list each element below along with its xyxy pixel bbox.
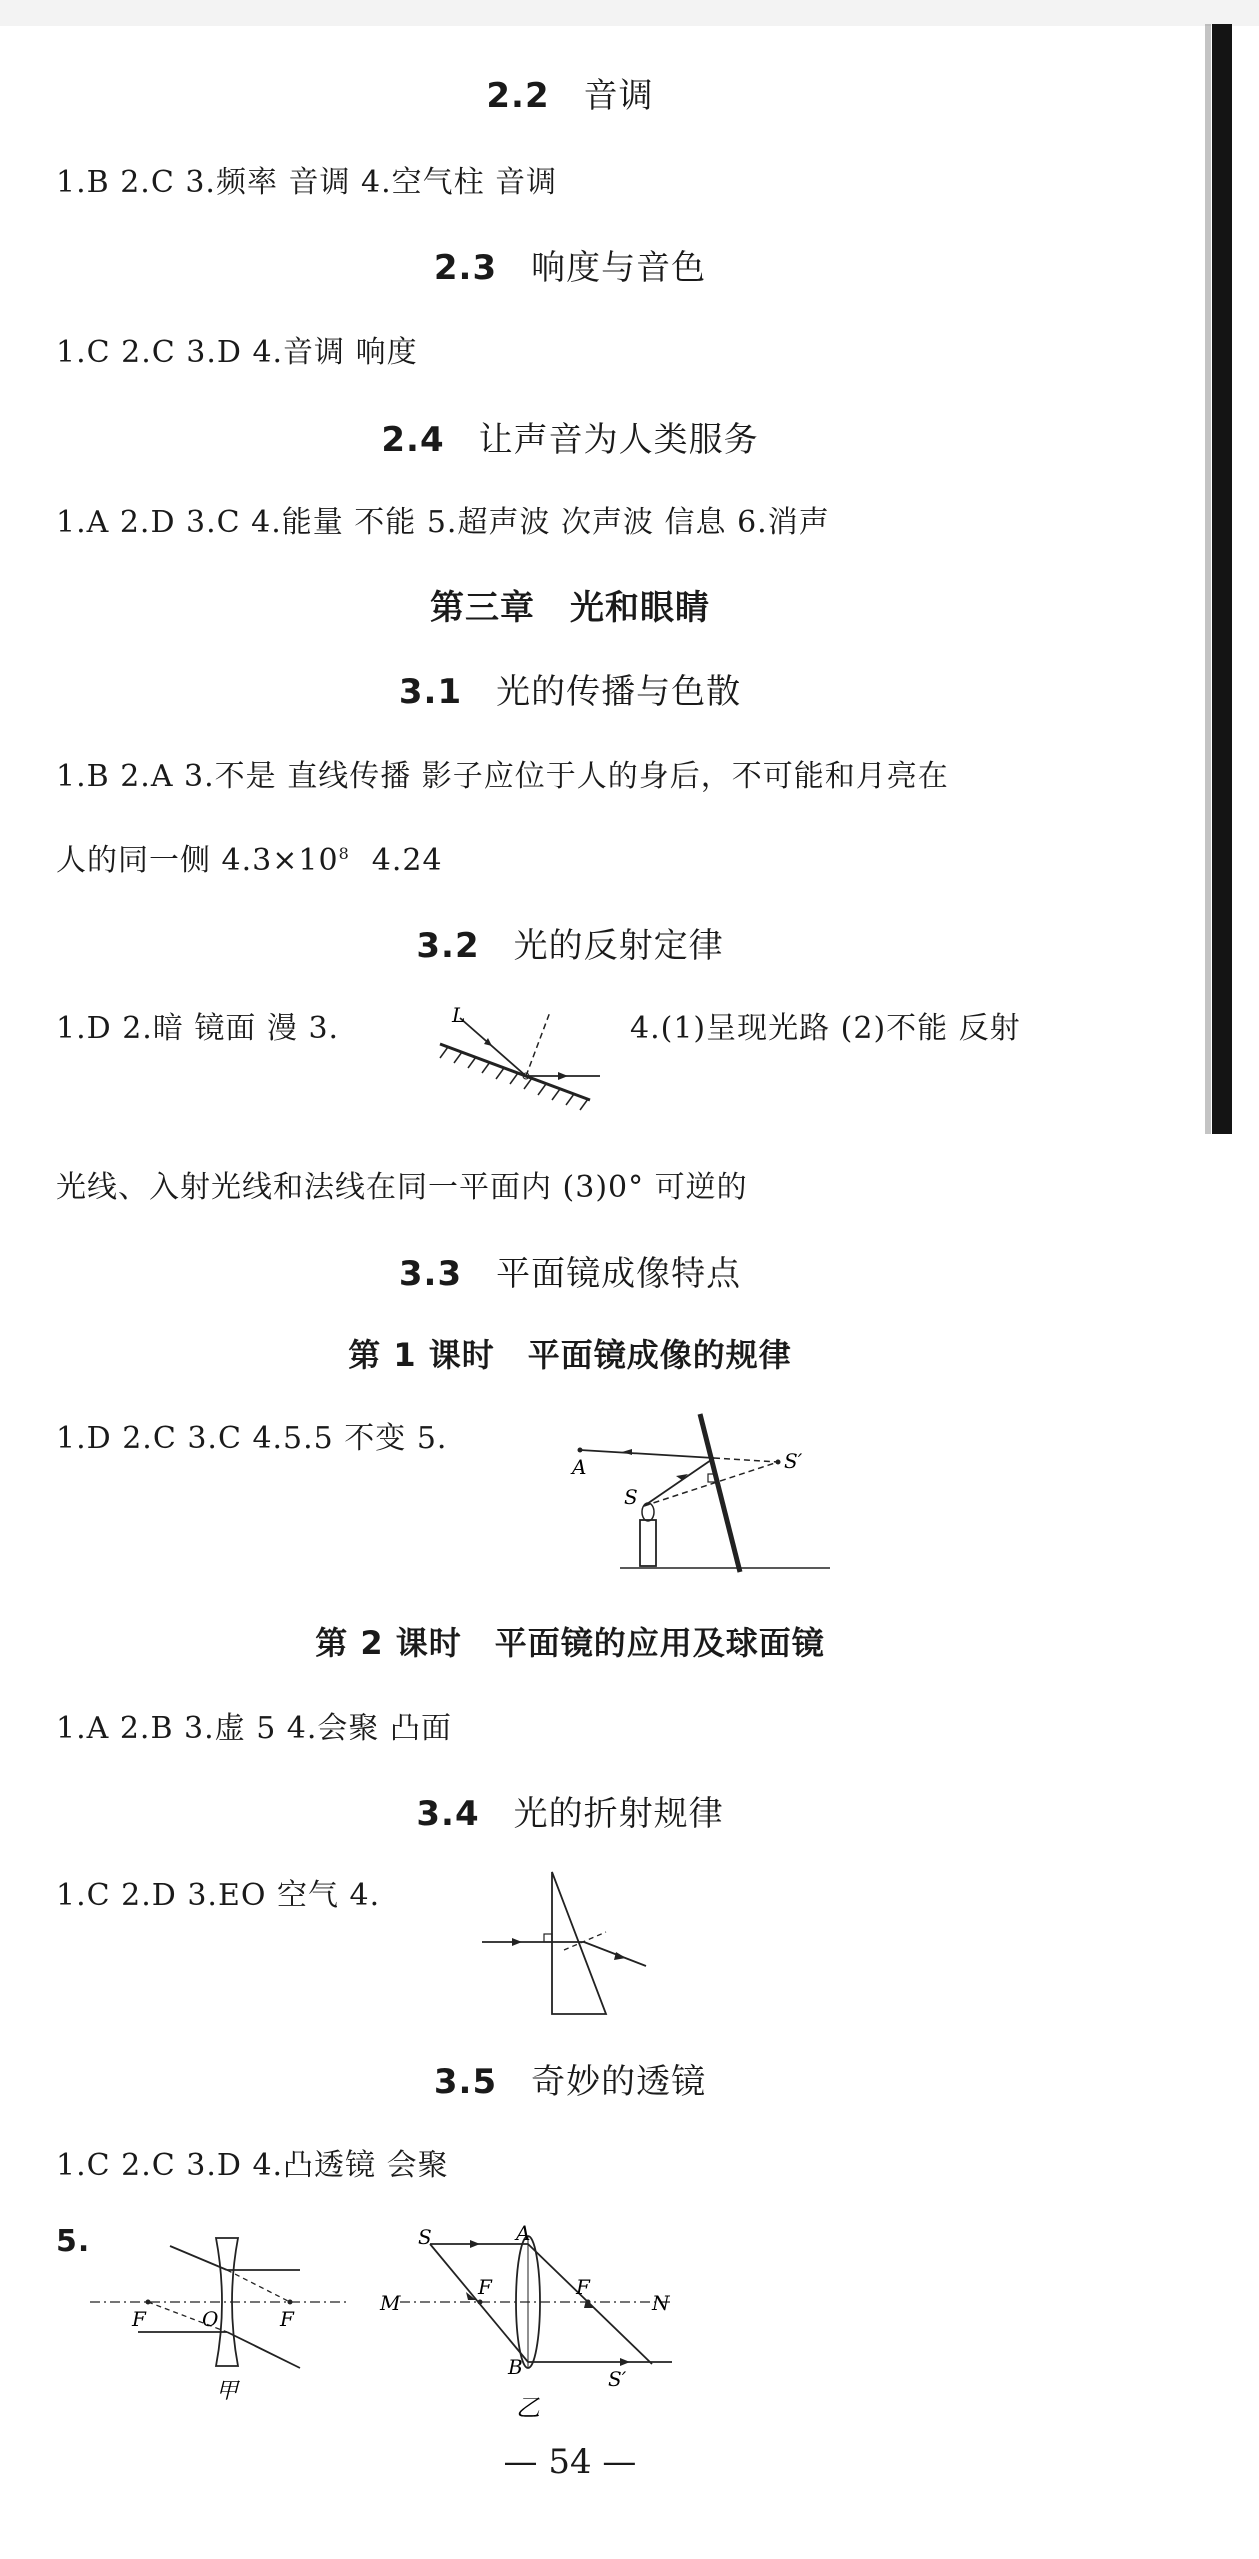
object-image-line	[644, 1462, 778, 1506]
answers-2-2: 1.B 2.C 3.频率 音调 4.空气柱 音调	[56, 165, 558, 200]
mirror-hatching	[440, 1047, 588, 1110]
heading-number: 2.4	[381, 420, 445, 460]
label-S-prime: S′	[608, 2367, 627, 2391]
answer-value: 3×10	[252, 843, 339, 878]
heading-number: 2.2	[486, 76, 550, 116]
ray-1-extension	[227, 2270, 290, 2302]
heading-title: 光的反射定律	[513, 926, 724, 966]
heading-3-2	[0, 918, 1140, 967]
heading-number: 3.1	[398, 672, 463, 712]
answers-3-5-q5	[56, 2224, 90, 2259]
plane-mirror-diagram	[560, 1400, 860, 1580]
candle-flame	[642, 1503, 654, 1521]
caption-jia: 甲	[216, 2379, 239, 2404]
label-N: N	[652, 2291, 670, 2315]
arrow-4	[620, 2358, 630, 2366]
prism	[552, 1872, 606, 2014]
heading-title: 奇妙的透镜	[531, 2062, 707, 2102]
lesson-1-title: 第 1 课时 平面镜成像的规律	[348, 1336, 792, 1374]
normal-line	[526, 1012, 550, 1076]
heading-title: 光的传播与色散	[496, 672, 742, 712]
answers-2-3: 1.C 2.C 3.D 4.音调 响度	[56, 335, 418, 370]
answers-3-2-line1-right: 4.(1)呈现光路 (2)不能 反射	[630, 1011, 1021, 1046]
focus-right	[288, 2300, 293, 2305]
answer-text: 人的同一侧 4.	[56, 843, 253, 878]
label-S: S	[418, 2225, 432, 2249]
concave-lens-diagram	[90, 2230, 350, 2405]
incident-ray-from-S	[644, 1458, 714, 1506]
heading-title: 平面镜成像特点	[496, 1254, 742, 1294]
answers-3-3-lesson1: 1.D 2.C 3.C 4.5.5 不变 5.	[56, 1421, 448, 1456]
focus-left	[146, 2300, 151, 2305]
answers-3-3-lesson2: 1.A 2.B 3.虚 5 4.会聚 凸面	[56, 1711, 452, 1746]
heading-number: 2.3	[433, 248, 498, 288]
answers-3-4: 1.C 2.D 3.EO 空气 4.	[56, 1878, 381, 1913]
label-F-left: F	[478, 2275, 492, 2299]
emergent-arrow	[614, 1952, 626, 1960]
incident-ray	[460, 1018, 526, 1076]
plane-mirror	[700, 1414, 740, 1572]
label-L: L	[452, 1003, 466, 1027]
heading-3-1	[0, 664, 1140, 713]
prism-refraction-diagram	[480, 1872, 660, 2022]
ray-arrow	[622, 1449, 632, 1455]
lesson-2-title: 第 2 课时 平面镜的应用及球面镜	[315, 1624, 825, 1662]
answers-3-5: 1.C 2.C 3.D 4.凸透镜 会聚	[56, 2148, 449, 2183]
book-spine-edge	[1212, 24, 1232, 1134]
heading-3-5	[0, 2054, 1140, 2103]
scan-top-band	[0, 0, 1259, 26]
label-B: B	[508, 2355, 523, 2379]
label-M: M	[380, 2291, 401, 2315]
exponent: 8	[338, 844, 350, 863]
reflected-ray-to-A	[580, 1450, 714, 1458]
answer-value: 4.24	[371, 843, 443, 878]
chapter-title: 第三章 光和眼睛	[430, 588, 710, 628]
heading-title: 让声音为人类服务	[478, 420, 759, 460]
label-F-right: F	[280, 2307, 294, 2331]
heading-title: 光的折射规律	[513, 1794, 724, 1834]
convex-lens-diagram	[380, 2221, 700, 2430]
arrow-1	[470, 2240, 480, 2248]
heading-2-4	[0, 412, 1140, 461]
heading-2-3	[0, 240, 1140, 289]
label-A: A	[572, 1455, 587, 1479]
reflection-diagram	[440, 1000, 620, 1120]
page-number: — 54 —	[503, 2442, 637, 2482]
answers-2-4: 1.A 2.D 3.C 4.能量 不能 5.超声波 次声波 信息 6.消声	[56, 505, 830, 540]
answers-3-1-line2	[56, 835, 443, 879]
heading-title: 响度与音色	[531, 248, 707, 288]
heading-3-3	[0, 1246, 1140, 1295]
incident-arrow	[512, 1938, 522, 1946]
heading-title: 音调	[583, 76, 654, 116]
label-A: A	[516, 2221, 531, 2245]
question-number: 5.	[56, 2224, 91, 2259]
answers-3-2-line1-left: 1.D 2.暗 镜面 漫 3.	[56, 1011, 340, 1046]
heading-number: 3.3	[398, 1254, 463, 1294]
heading-number: 3.2	[416, 926, 480, 966]
emergent-ray	[584, 1942, 646, 1966]
answers-3-2-line2: 光线、入射光线和法线在同一平面内 (3)0° 可逆的	[56, 1170, 748, 1205]
caption-yi: 乙	[516, 2394, 540, 2422]
label-O: O	[202, 2307, 219, 2331]
page-edge-shadow	[1205, 24, 1211, 1134]
right-angle-mark	[544, 1934, 552, 1942]
reflected-arrow	[558, 1072, 568, 1080]
label-F-left: F	[132, 2307, 146, 2331]
heading-2-2	[0, 68, 1140, 117]
focus-left	[478, 2300, 483, 2305]
heading-number: 3.4	[416, 1794, 480, 1834]
heading-3-4	[0, 1786, 1140, 1835]
point-S-prime	[776, 1460, 781, 1465]
heading-number: 3.5	[433, 2062, 498, 2102]
focus-right	[586, 2300, 591, 2305]
label-F-right: F	[576, 2275, 590, 2299]
label-S: S	[624, 1485, 638, 1509]
virtual-ray	[714, 1458, 778, 1462]
answers-3-1-line1: 1.B 2.A 3.不是 直线传播 影子应位于人的身后，不可能和月亮在	[56, 759, 949, 794]
candle-body	[640, 1520, 656, 1566]
point-A	[578, 1448, 583, 1453]
label-S-prime: S′	[784, 1449, 803, 1473]
